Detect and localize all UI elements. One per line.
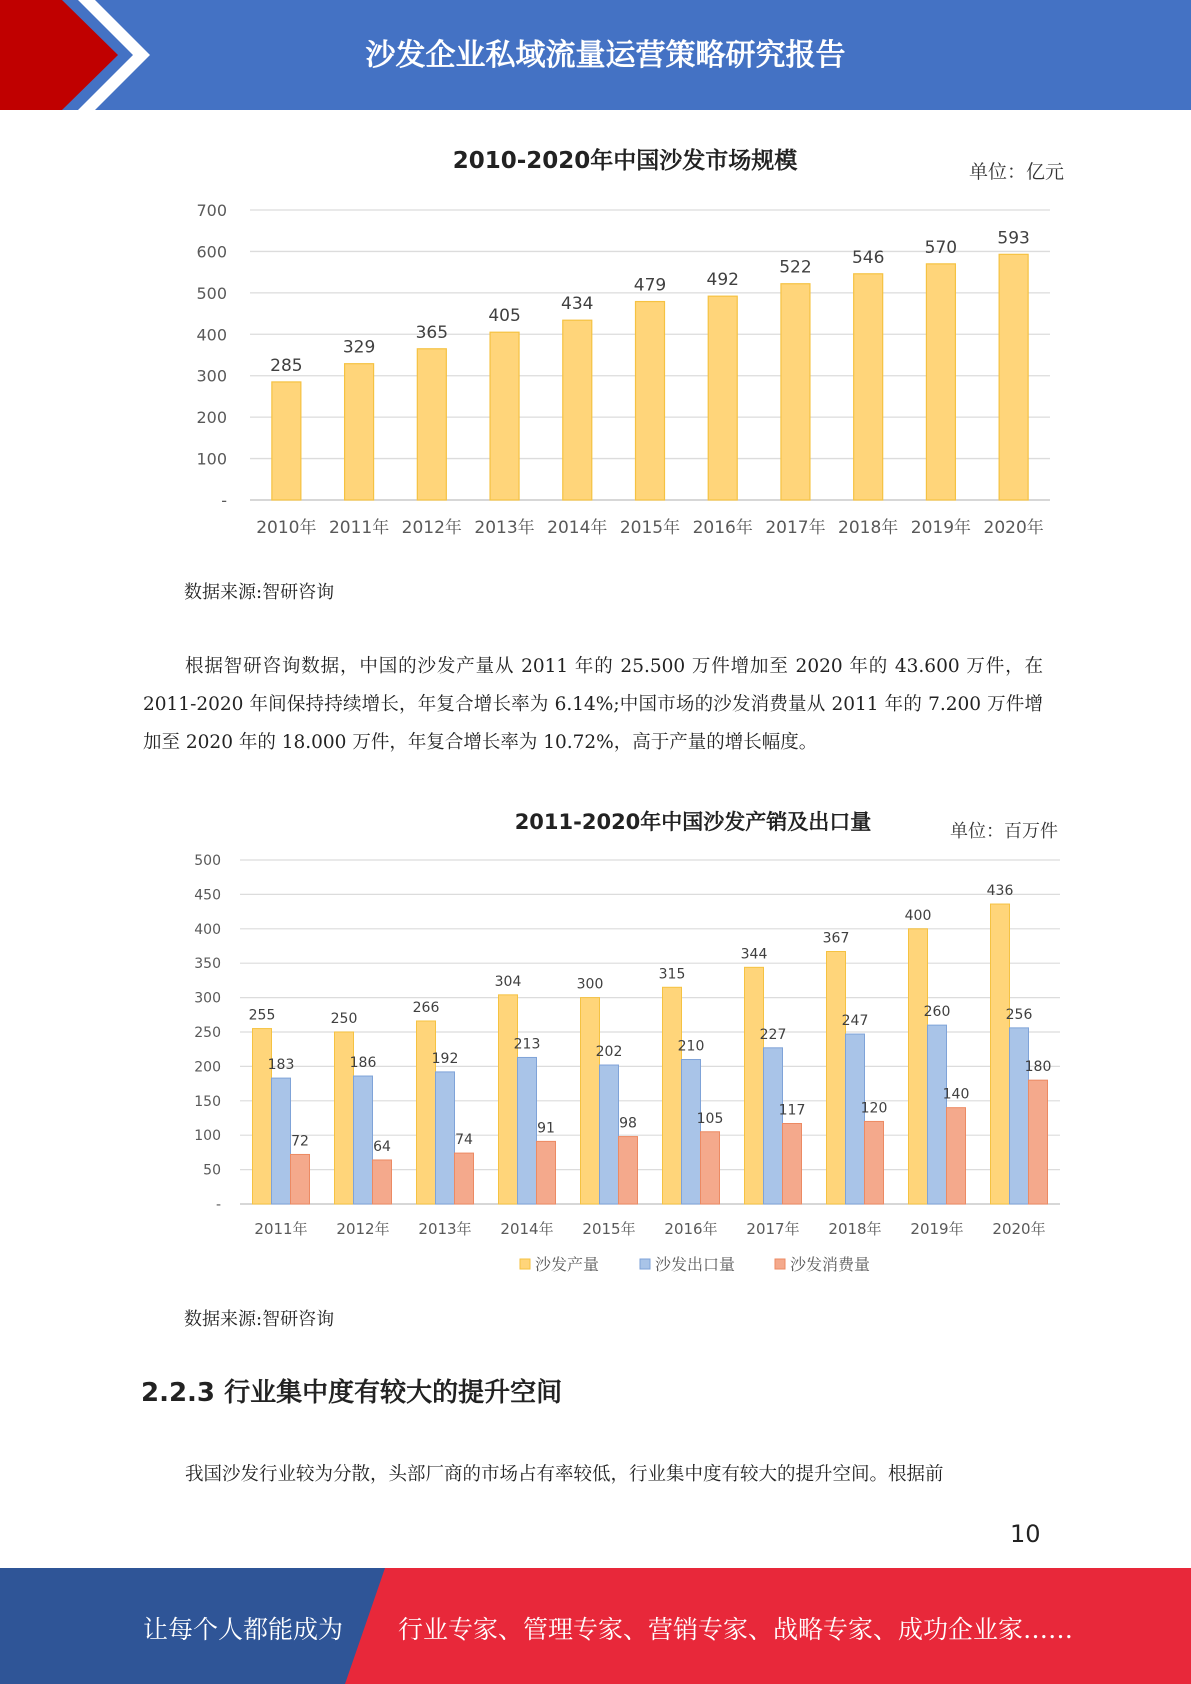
y-tick-label: 400 — [194, 921, 221, 938]
bar-value-label: 434 — [561, 294, 594, 315]
bar — [708, 296, 737, 500]
bar-value-label: 64 — [373, 1138, 391, 1155]
bar — [518, 1057, 537, 1204]
x-tick-label: 2016年 — [692, 518, 753, 538]
y-tick-label: - — [221, 491, 227, 510]
bar — [865, 1121, 884, 1204]
bar-value-label: 202 — [595, 1044, 623, 1061]
bar — [991, 904, 1010, 1204]
bar-value-label: 120 — [860, 1100, 888, 1117]
x-tick-label: 2018年 — [828, 1220, 882, 1238]
x-tick-label: 2012年 — [336, 1220, 390, 1238]
bar — [291, 1154, 310, 1204]
data-source-note: 数据来源:智研咨询 — [184, 582, 335, 603]
bar-value-label: 256 — [1005, 1006, 1033, 1023]
bar-value-label: 72 — [291, 1133, 309, 1150]
y-tick-label: 450 — [194, 887, 221, 904]
x-tick-label: 2020年 — [992, 1220, 1046, 1238]
chart-title: 2010-2020年中国沙发市场规模 — [452, 148, 798, 174]
x-tick-label: 2013年 — [418, 1220, 472, 1238]
section-heading: 2.2.3 行业集中度有较大的提升空间 — [141, 1378, 563, 1408]
bar — [600, 1065, 619, 1204]
x-tick-label: 2017年 — [746, 1220, 800, 1238]
bar — [926, 264, 955, 500]
body-paragraph: 根据智研咨询数据，中国的沙发产量从 2011 年的 25.500 万件增加至 2020 年的 43.600 万件，在 2011-2020 年间保持持续增长，年复合增长率为 6.14%;中国市场的沙发消费量从 2011 年的 7.200 万件增加至 2020 年的 18.000 万件，年复合增长率为 10.72%，高于产量的增长幅度。 — [143, 656, 1043, 753]
bar-value-label: 255 — [248, 1007, 276, 1024]
bar — [417, 349, 446, 500]
legend-swatch — [775, 1259, 785, 1269]
y-tick-label: 400 — [196, 325, 227, 345]
bar — [354, 1076, 373, 1204]
x-tick-label: 2020年 — [983, 518, 1044, 538]
bar-value-label: 304 — [494, 973, 522, 990]
bar — [272, 382, 301, 500]
y-tick-label: - — [215, 1197, 221, 1213]
bar-value-label: 300 — [576, 976, 604, 993]
x-tick-label: 2018年 — [838, 518, 899, 538]
bar-value-label: 192 — [431, 1050, 459, 1067]
bar-value-label: 98 — [619, 1115, 637, 1132]
y-tick-label: 200 — [196, 408, 227, 428]
x-tick-label: 2016年 — [664, 1220, 718, 1238]
bar — [745, 967, 764, 1204]
bar — [373, 1160, 392, 1204]
chart-unit-label: 单位：亿元 — [968, 161, 1064, 183]
x-tick-label: 2012年 — [401, 518, 462, 538]
bar — [781, 284, 810, 500]
bar — [345, 364, 374, 500]
bar — [682, 1060, 701, 1204]
bar-value-label: 344 — [740, 946, 768, 963]
x-tick-label: 2011年 — [328, 518, 390, 538]
bar — [827, 952, 846, 1204]
bar-value-label: 492 — [706, 270, 739, 291]
bar-value-label: 91 — [537, 1120, 555, 1137]
bar-value-label: 367 — [822, 930, 850, 947]
y-tick-label: 700 — [196, 201, 227, 220]
bar-value-label: 266 — [412, 999, 440, 1016]
bar — [499, 995, 518, 1204]
bar-value-label: 213 — [513, 1036, 541, 1053]
footer-slogan-right: 行业专家、管理专家、营销专家、战略专家、成功企业家…… — [398, 1615, 1074, 1644]
bar — [581, 998, 600, 1204]
bar-value-label: 74 — [455, 1132, 473, 1149]
bar — [1029, 1080, 1048, 1204]
bar-value-label: 260 — [923, 1004, 951, 1021]
chart-title: 2011-2020年中国沙发产销及出口量 — [514, 810, 872, 834]
bar — [663, 987, 682, 1204]
production-export-chart — [0, 800, 1191, 1280]
bar-value-label: 365 — [415, 322, 449, 343]
bar — [563, 320, 592, 500]
bar — [846, 1034, 865, 1204]
bar — [272, 1078, 291, 1204]
bar — [619, 1137, 638, 1204]
bar — [636, 302, 665, 500]
legend-label: 沙发产量 — [535, 1255, 600, 1274]
bar-value-label: 140 — [942, 1086, 970, 1103]
page-header — [0, 0, 1191, 110]
bar-value-label: 329 — [342, 337, 376, 358]
bar-value-label: 593 — [997, 228, 1030, 249]
y-tick-label: 300 — [196, 366, 227, 386]
bar — [764, 1048, 783, 1204]
bar-value-label: 183 — [267, 1057, 295, 1074]
bar-value-label: 117 — [778, 1102, 806, 1119]
y-tick-label: 250 — [194, 1025, 221, 1041]
legend-label: 沙发消费量 — [790, 1255, 871, 1274]
bar — [928, 1025, 947, 1204]
bar — [436, 1072, 455, 1204]
x-tick-label: 2019年 — [910, 1220, 964, 1238]
bar — [1010, 1028, 1029, 1204]
bar — [947, 1108, 966, 1204]
bar-value-label: 250 — [330, 1011, 358, 1027]
data-source-note: 数据来源:智研咨询 — [184, 1309, 335, 1330]
bar-value-label: 436 — [986, 883, 1014, 900]
x-tick-label: 2015年 — [582, 1220, 636, 1238]
x-tick-label: 2011年 — [254, 1220, 308, 1238]
x-tick-label: 2014年 — [500, 1220, 554, 1238]
body-paragraph: 我国沙发行业较为分散，头部厂商的市场占有率较低，行业集中度有较大的提升空间。根据前 — [185, 1464, 944, 1485]
legend-swatch — [520, 1259, 530, 1269]
bar-value-label: 186 — [349, 1055, 377, 1072]
x-tick-label: 2017年 — [765, 518, 826, 538]
y-tick-label: 500 — [194, 853, 221, 869]
bar-value-label: 180 — [1024, 1059, 1052, 1076]
document-title: 沙发企业私域流量运营策略研究报告 — [365, 38, 846, 73]
y-tick-label: 500 — [196, 283, 227, 303]
y-tick-label: 600 — [196, 242, 227, 262]
y-tick-label: 100 — [194, 1128, 221, 1145]
bar — [253, 1029, 272, 1204]
x-tick-label: 2010年 — [256, 518, 317, 538]
bar-value-label: 227 — [759, 1026, 787, 1043]
bar-value-label: 400 — [904, 907, 932, 924]
bar — [854, 274, 883, 500]
bar-value-label: 405 — [488, 306, 521, 327]
bar-value-label: 285 — [270, 355, 303, 376]
legend-swatch — [640, 1259, 650, 1269]
bar-value-label: 105 — [696, 1110, 724, 1127]
page-footer — [0, 1568, 1191, 1684]
bar-value-label: 479 — [633, 275, 667, 296]
bar-value-label: 522 — [779, 257, 812, 278]
y-tick-label: 100 — [196, 449, 227, 469]
y-tick-label: 150 — [194, 1093, 221, 1110]
footer-slogan-left: 让每个人都能成为 — [143, 1615, 344, 1644]
y-tick-label: 200 — [194, 1059, 221, 1076]
market-size-chart — [0, 140, 1191, 560]
page-number: 10 — [1010, 1520, 1041, 1548]
bar-value-label: 247 — [841, 1013, 869, 1030]
x-tick-label: 2014年 — [547, 518, 608, 538]
bar-value-label: 546 — [851, 247, 885, 268]
bar — [455, 1153, 474, 1204]
bar-value-label: 210 — [677, 1038, 705, 1055]
chart-unit-label: 单位：百万件 — [950, 821, 1058, 842]
bar — [537, 1141, 556, 1204]
bar — [490, 332, 519, 500]
bar — [999, 254, 1028, 500]
bar-value-label: 570 — [924, 237, 958, 258]
bar-value-label: 315 — [658, 966, 686, 983]
x-tick-label: 2013年 — [474, 518, 535, 538]
y-tick-label: 300 — [194, 990, 221, 1007]
x-tick-label: 2019年 — [910, 518, 972, 538]
bar — [909, 929, 928, 1204]
bar — [783, 1124, 802, 1204]
legend-label: 沙发出口量 — [655, 1255, 736, 1274]
y-tick-label: 350 — [194, 956, 221, 973]
x-tick-label: 2015年 — [619, 518, 681, 538]
bar — [417, 1021, 436, 1204]
bar — [701, 1132, 720, 1204]
y-tick-label: 50 — [203, 1162, 221, 1179]
